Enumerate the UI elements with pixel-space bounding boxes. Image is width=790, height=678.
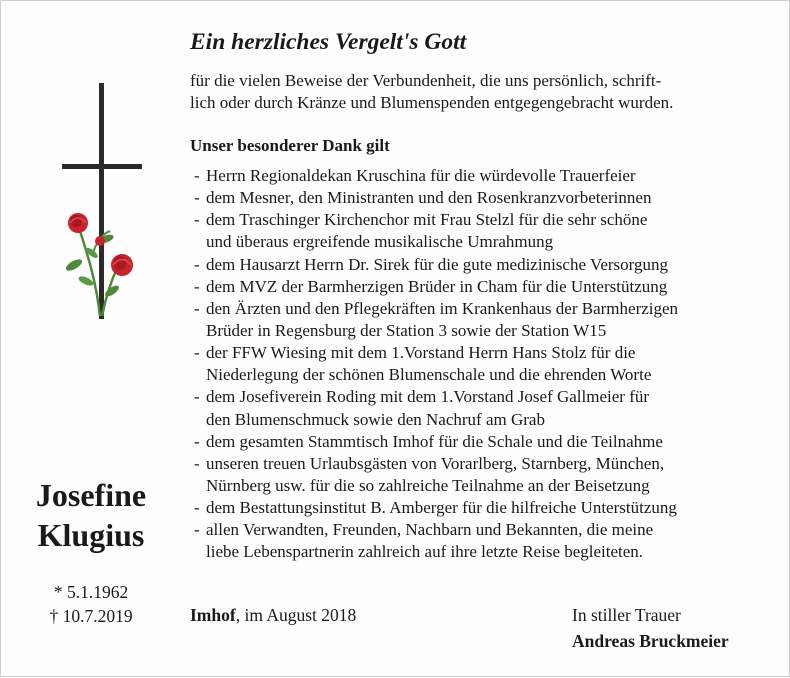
footer-place: Imhof bbox=[190, 605, 236, 625]
thanks-entry-line: unseren treuen Urlaubsgästen von Vorarlberg, Starnberg, München, bbox=[206, 453, 665, 473]
list-dash: - bbox=[194, 298, 200, 318]
thanks-entry bbox=[190, 254, 780, 276]
list-dash: - bbox=[194, 188, 200, 208]
thanks-entry bbox=[190, 209, 780, 253]
thanks-entry-line: Brüder in Regensburg der Station 3 sowie der Station W15 bbox=[206, 320, 607, 340]
thanks-entry bbox=[190, 386, 780, 430]
deceased-last-name: Klugius bbox=[37, 517, 145, 553]
thanks-entry bbox=[190, 276, 780, 298]
list-dash: - bbox=[194, 276, 200, 296]
signer-name: Andreas Bruckmeier bbox=[572, 631, 729, 651]
thanks-entry bbox=[190, 298, 780, 342]
thanks-list bbox=[190, 165, 780, 564]
thanks-entry-line: dem Josefiverein Roding mit dem 1.Vorstand Josef Gallmeier für bbox=[206, 387, 650, 407]
thanks-entry-line: Herrn Regionaldekan Kruschina für die würdevolle Trauerfeier bbox=[206, 166, 636, 185]
thanks-entry-line: dem gesamten Stammtisch Imhof für die Schale und die Teilnahme bbox=[206, 431, 663, 451]
rose-bud-icon bbox=[95, 236, 105, 246]
thanks-entry-line: liebe Lebenspartnerin zahlreich auf ihre letzte Reise begleiteten. bbox=[206, 542, 644, 562]
birth-date: * 5.1.1962 bbox=[53, 582, 129, 602]
thanks-entry bbox=[190, 431, 780, 453]
thanks-entry bbox=[190, 519, 780, 563]
thanks-entry-line: dem Hausarzt Herrn Dr. Sirek für die gute medizinische Versorgung bbox=[206, 254, 669, 274]
closing-phrase: In stiller Trauer bbox=[572, 605, 681, 625]
footer-place-date bbox=[190, 604, 356, 626]
list-dash: - bbox=[194, 387, 200, 407]
thanks-subheading: Unser besonderer Dank gilt bbox=[190, 136, 390, 155]
thanks-entry-line: dem Traschinger Kirchenchor mit Frau Stelzl für die sehr schöne bbox=[206, 210, 648, 230]
thanks-entry-line: allen Verwandten, Freunden, Nachbarn und Bekannten, die meine bbox=[206, 520, 654, 540]
list-dash: - bbox=[194, 343, 200, 363]
thanks-entry bbox=[190, 342, 780, 386]
thanks-entry-line: der FFW Wiesing mit dem 1.Vorstand Herrn Hans Stolz für die bbox=[206, 343, 636, 363]
thanks-entry-line: den Ärzten und den Pflegekräften im Krankenhaus der Barmherzigen bbox=[206, 298, 679, 318]
death-date: † 10.7.2019 bbox=[49, 606, 133, 626]
thanks-entry-line: dem Bestattungsinstitut B. Amberger für die hilfreiche Unterstützung bbox=[206, 498, 677, 518]
footer-signature bbox=[572, 604, 729, 652]
cross-vertical-beam bbox=[99, 83, 104, 319]
intro-line: lich oder durch Kränze und Blumenspenden entgegengebracht wurden. bbox=[190, 93, 674, 112]
list-dash: - bbox=[194, 254, 200, 274]
thanks-entry-line: Nürnberg usw. für die so zahlreiche Teilnahme an der Beisetzung bbox=[206, 475, 650, 495]
cross-horizontal-beam bbox=[62, 164, 142, 169]
thanks-entry bbox=[190, 165, 780, 187]
list-dash: - bbox=[194, 520, 200, 540]
thanks-entry bbox=[190, 453, 780, 497]
thanks-entry-line: Niederlegung der schönen Blumenschale und die ehrenden Worte bbox=[206, 365, 652, 385]
notice-heading: Ein herzliches Vergelt's Gott bbox=[190, 29, 467, 55]
list-dash: - bbox=[194, 453, 200, 473]
rose-icon bbox=[111, 254, 133, 276]
thanks-entry-line: dem MVZ der Barmherzigen Brüder in Cham für die Unterstützung bbox=[206, 276, 668, 296]
list-dash: - bbox=[194, 166, 200, 185]
list-dash: - bbox=[194, 498, 200, 518]
intro-text bbox=[190, 70, 780, 114]
deceased-first-name: Josefine bbox=[35, 477, 147, 513]
intro-line: für die vielen Beweise der Verbundenheit, die uns persönlich, schrift- bbox=[190, 71, 662, 90]
thanks-entry-line: den Blumenschmuck sowie den Nachruf am Grab bbox=[206, 409, 545, 429]
thanks-entry bbox=[190, 187, 780, 209]
list-dash: - bbox=[194, 431, 200, 451]
thanks-entry bbox=[190, 497, 780, 519]
thanks-entry-line: dem Mesner, den Ministranten und den Rosenkranzvorbeterinnen bbox=[206, 188, 652, 208]
thanks-entry-line: und überaus ergreifende musikalische Umrahmung bbox=[206, 232, 554, 252]
footer-date: , im August 2018 bbox=[235, 605, 357, 625]
rose-icon bbox=[68, 213, 88, 233]
list-dash: - bbox=[194, 210, 200, 230]
cross-with-roses-icon bbox=[56, 81, 166, 331]
leaf-icon bbox=[64, 257, 84, 273]
left-column bbox=[1, 1, 181, 678]
